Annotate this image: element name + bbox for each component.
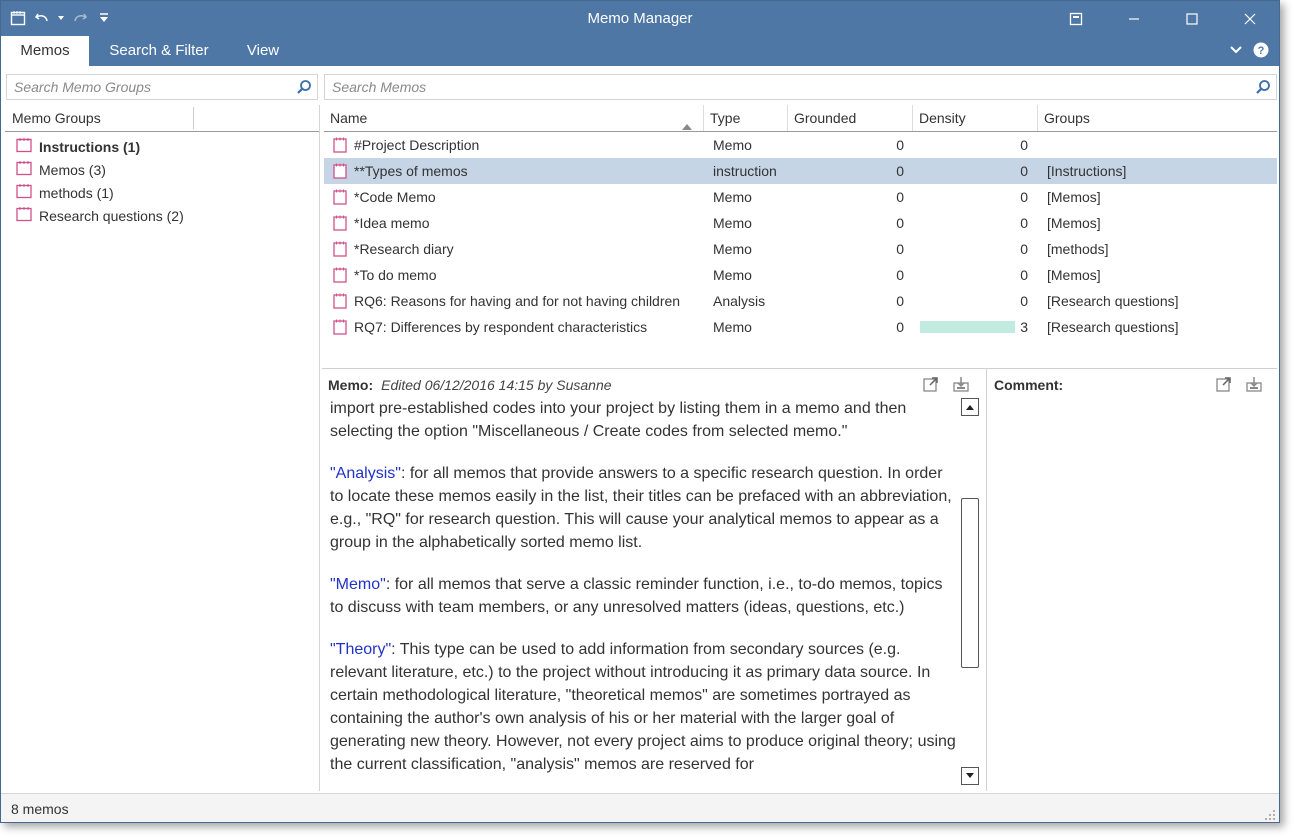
memo-header	[328, 377, 612, 393]
memo-groups-header[interactable]: Memo Groups	[5, 105, 319, 132]
memo-grounded: 0	[896, 189, 904, 205]
status-bar	[1, 793, 1279, 823]
memo-grounded: 0	[896, 319, 904, 335]
memo-grounded: 0	[896, 215, 904, 231]
memo-icon	[332, 162, 348, 180]
memo-density: 0	[1020, 215, 1028, 231]
group-item-instructions[interactable]: Instructions (1)	[5, 135, 319, 158]
restore-panel-button[interactable]	[1047, 1, 1105, 36]
tab-memos[interactable]: Memos	[1, 36, 89, 66]
memo-paragraph-text: : This type can be used to add information from secondary sources (e.g. relevant literature, etc.) to the project without introducing it as primary data source. In certain methodological literature, "theoretical memos" are sometimes portrayed as containing the author's own analysis of his or her material with the larger goal of generating new theory. However, not every project aims to produce original theory; using the current classification, "analysis" memos are reserved for	[330, 641, 956, 773]
memo-icon	[332, 266, 348, 284]
memo-icon	[332, 188, 348, 206]
memo-type-keyword: "Theory"	[330, 641, 392, 658]
maximize-button[interactable]	[1163, 1, 1221, 36]
memo-density: 0	[1020, 267, 1028, 283]
column-header-name[interactable]: Name	[324, 105, 704, 131]
memo-name: **Types of memos	[354, 163, 468, 179]
memo-type: Memo	[713, 267, 752, 283]
memo-density: 0	[1020, 189, 1028, 205]
table-row[interactable]	[324, 158, 1277, 184]
memo-type: instruction	[713, 163, 777, 179]
memo-grounded: 0	[896, 293, 904, 309]
scroll-down-button[interactable]	[961, 767, 979, 785]
window-title: Memo Manager	[587, 10, 693, 27]
memos-table	[324, 105, 1277, 340]
export-icon[interactable]	[1245, 375, 1263, 398]
memo-name: *Code Memo	[354, 189, 436, 205]
memo-paragraph	[330, 462, 956, 554]
memo-type-keyword: "Analysis"	[330, 465, 401, 482]
table-header	[324, 105, 1277, 132]
group-item-memos[interactable]: Memos (3)	[5, 158, 319, 181]
memo-icon	[332, 292, 348, 310]
open-external-icon[interactable]	[1215, 375, 1233, 398]
tab-view[interactable]: View	[246, 42, 280, 59]
memo-groups-search-input[interactable]	[12, 78, 286, 96]
memo-paragraph	[330, 573, 956, 619]
table-row[interactable]	[324, 210, 1277, 236]
search-icon[interactable]	[1255, 79, 1271, 100]
density-bar	[920, 321, 1015, 333]
memo-name: RQ6: Reasons for having and for not having children	[354, 293, 681, 309]
memo-density: 0	[1020, 137, 1028, 153]
comment-label: Comment:	[994, 377, 1064, 393]
memo-type: Memo	[713, 319, 752, 335]
memo-paragraph	[330, 397, 956, 443]
memo-name: #Project Description	[354, 137, 480, 153]
memo-edited-info: Edited 06/12/2016 14:15 by Susanne	[381, 377, 612, 393]
svg-text:?: ?	[1257, 45, 1265, 57]
memo-paragraph	[330, 638, 956, 776]
memo-text[interactable]	[330, 397, 956, 787]
memo-icon	[332, 318, 348, 336]
group-item-methods[interactable]: methods (1)	[5, 181, 319, 204]
column-header-density[interactable]: Density	[913, 105, 1038, 131]
search-icon[interactable]	[296, 79, 312, 100]
memo-type: Memo	[713, 215, 752, 231]
memo-paragraph-text: import pre-established codes into your project by listing them in a memo and then selecting the option "Miscellaneous / Create codes from selected memo."	[330, 400, 907, 440]
memo-name: *Idea memo	[354, 215, 430, 231]
open-external-icon[interactable]	[922, 375, 940, 398]
memo-groups: [methods]	[1047, 241, 1109, 257]
tab-search-filter[interactable]: Search & Filter	[109, 42, 209, 59]
table-row[interactable]	[324, 314, 1277, 340]
memo-density: 0	[1020, 241, 1028, 257]
memo-name: *To do memo	[354, 267, 437, 283]
group-item-research-questions[interactable]: Research questions (2)	[5, 204, 319, 227]
ribbon-tabs	[1, 36, 1279, 66]
memo-groups: [Research questions]	[1047, 293, 1179, 309]
memo-type: Memo	[713, 241, 752, 257]
memo-name: RQ7: Differences by respondent characteristics	[354, 319, 648, 335]
memo-group-icon	[15, 160, 33, 179]
memo-groups: [Research questions]	[1047, 319, 1179, 335]
memo-groups: [Instructions]	[1047, 163, 1127, 179]
memo-icon	[332, 240, 348, 258]
memo-name: *Research diary	[354, 241, 454, 257]
memo-icon	[332, 214, 348, 232]
memo-pane	[322, 369, 987, 791]
table-row[interactable]	[324, 184, 1277, 210]
memo-count: 8 memos	[11, 801, 69, 817]
column-header-type[interactable]: Type	[704, 105, 788, 131]
table-row[interactable]	[324, 132, 1277, 158]
memo-groups-pane	[5, 105, 320, 791]
memo-groups: [Memos]	[1047, 267, 1101, 283]
collapse-ribbon-icon[interactable]	[1229, 43, 1243, 62]
memo-paragraph-text: : for all memos that serve a classic reminder function, i.e., to-do memos, topics to discuss with team members, or any unresolved matters (ideas, questions, etc.)	[330, 576, 943, 616]
memo-type-keyword: "Memo"	[330, 576, 386, 593]
title-bar	[1, 1, 1279, 36]
table-body	[324, 132, 1277, 340]
resize-grip-icon[interactable]	[1264, 808, 1276, 823]
memo-grounded: 0	[896, 267, 904, 283]
memo-density: 3	[1020, 319, 1028, 335]
memo-grounded: 0	[896, 137, 904, 153]
scrollbar-thumb[interactable]	[961, 498, 979, 668]
window-controls	[1047, 1, 1279, 36]
memo-group-icon	[15, 206, 33, 225]
comment-pane	[987, 369, 1277, 791]
memo-type: Memo	[713, 189, 752, 205]
memo-icon	[332, 136, 348, 154]
table-row[interactable]	[324, 288, 1277, 314]
memo-scrollbar[interactable]	[960, 397, 980, 789]
memo-density: 0	[1020, 163, 1028, 179]
memo-density: 0	[1020, 293, 1028, 309]
table-row[interactable]	[324, 236, 1277, 262]
memos-search-input[interactable]	[330, 78, 1245, 96]
memo-groups: [Memos]	[1047, 189, 1101, 205]
memo-grounded: 0	[896, 241, 904, 257]
table-row[interactable]	[324, 262, 1277, 288]
memo-groups-search	[6, 74, 318, 100]
memo-paragraph-text: : for all memos that provide answers to a specific research question. In order to locate these memos easily in the list, their titles can be prefaced with an abbreviation, e.g., "RQ" for research question. This will cause your analytical memos to appear as a group in the alphabetically sorted memo list.	[330, 465, 952, 551]
scroll-up-button[interactable]	[961, 398, 979, 416]
export-icon[interactable]	[952, 375, 970, 398]
memo-group-icon	[15, 137, 33, 156]
minimize-button[interactable]	[1105, 1, 1163, 36]
column-header-groups[interactable]: Groups	[1044, 110, 1090, 126]
memo-type: Memo	[713, 137, 752, 153]
memo-groups: [Memos]	[1047, 215, 1101, 231]
memos-search	[324, 74, 1277, 100]
column-header-grounded[interactable]: Grounded	[788, 105, 913, 131]
memo-type: Analysis	[713, 293, 766, 309]
close-button[interactable]	[1221, 1, 1279, 36]
memo-grounded: 0	[896, 163, 904, 179]
memo-group-icon	[15, 183, 33, 202]
memo-label: Memo:	[328, 377, 374, 393]
help-icon[interactable]	[1253, 42, 1269, 63]
